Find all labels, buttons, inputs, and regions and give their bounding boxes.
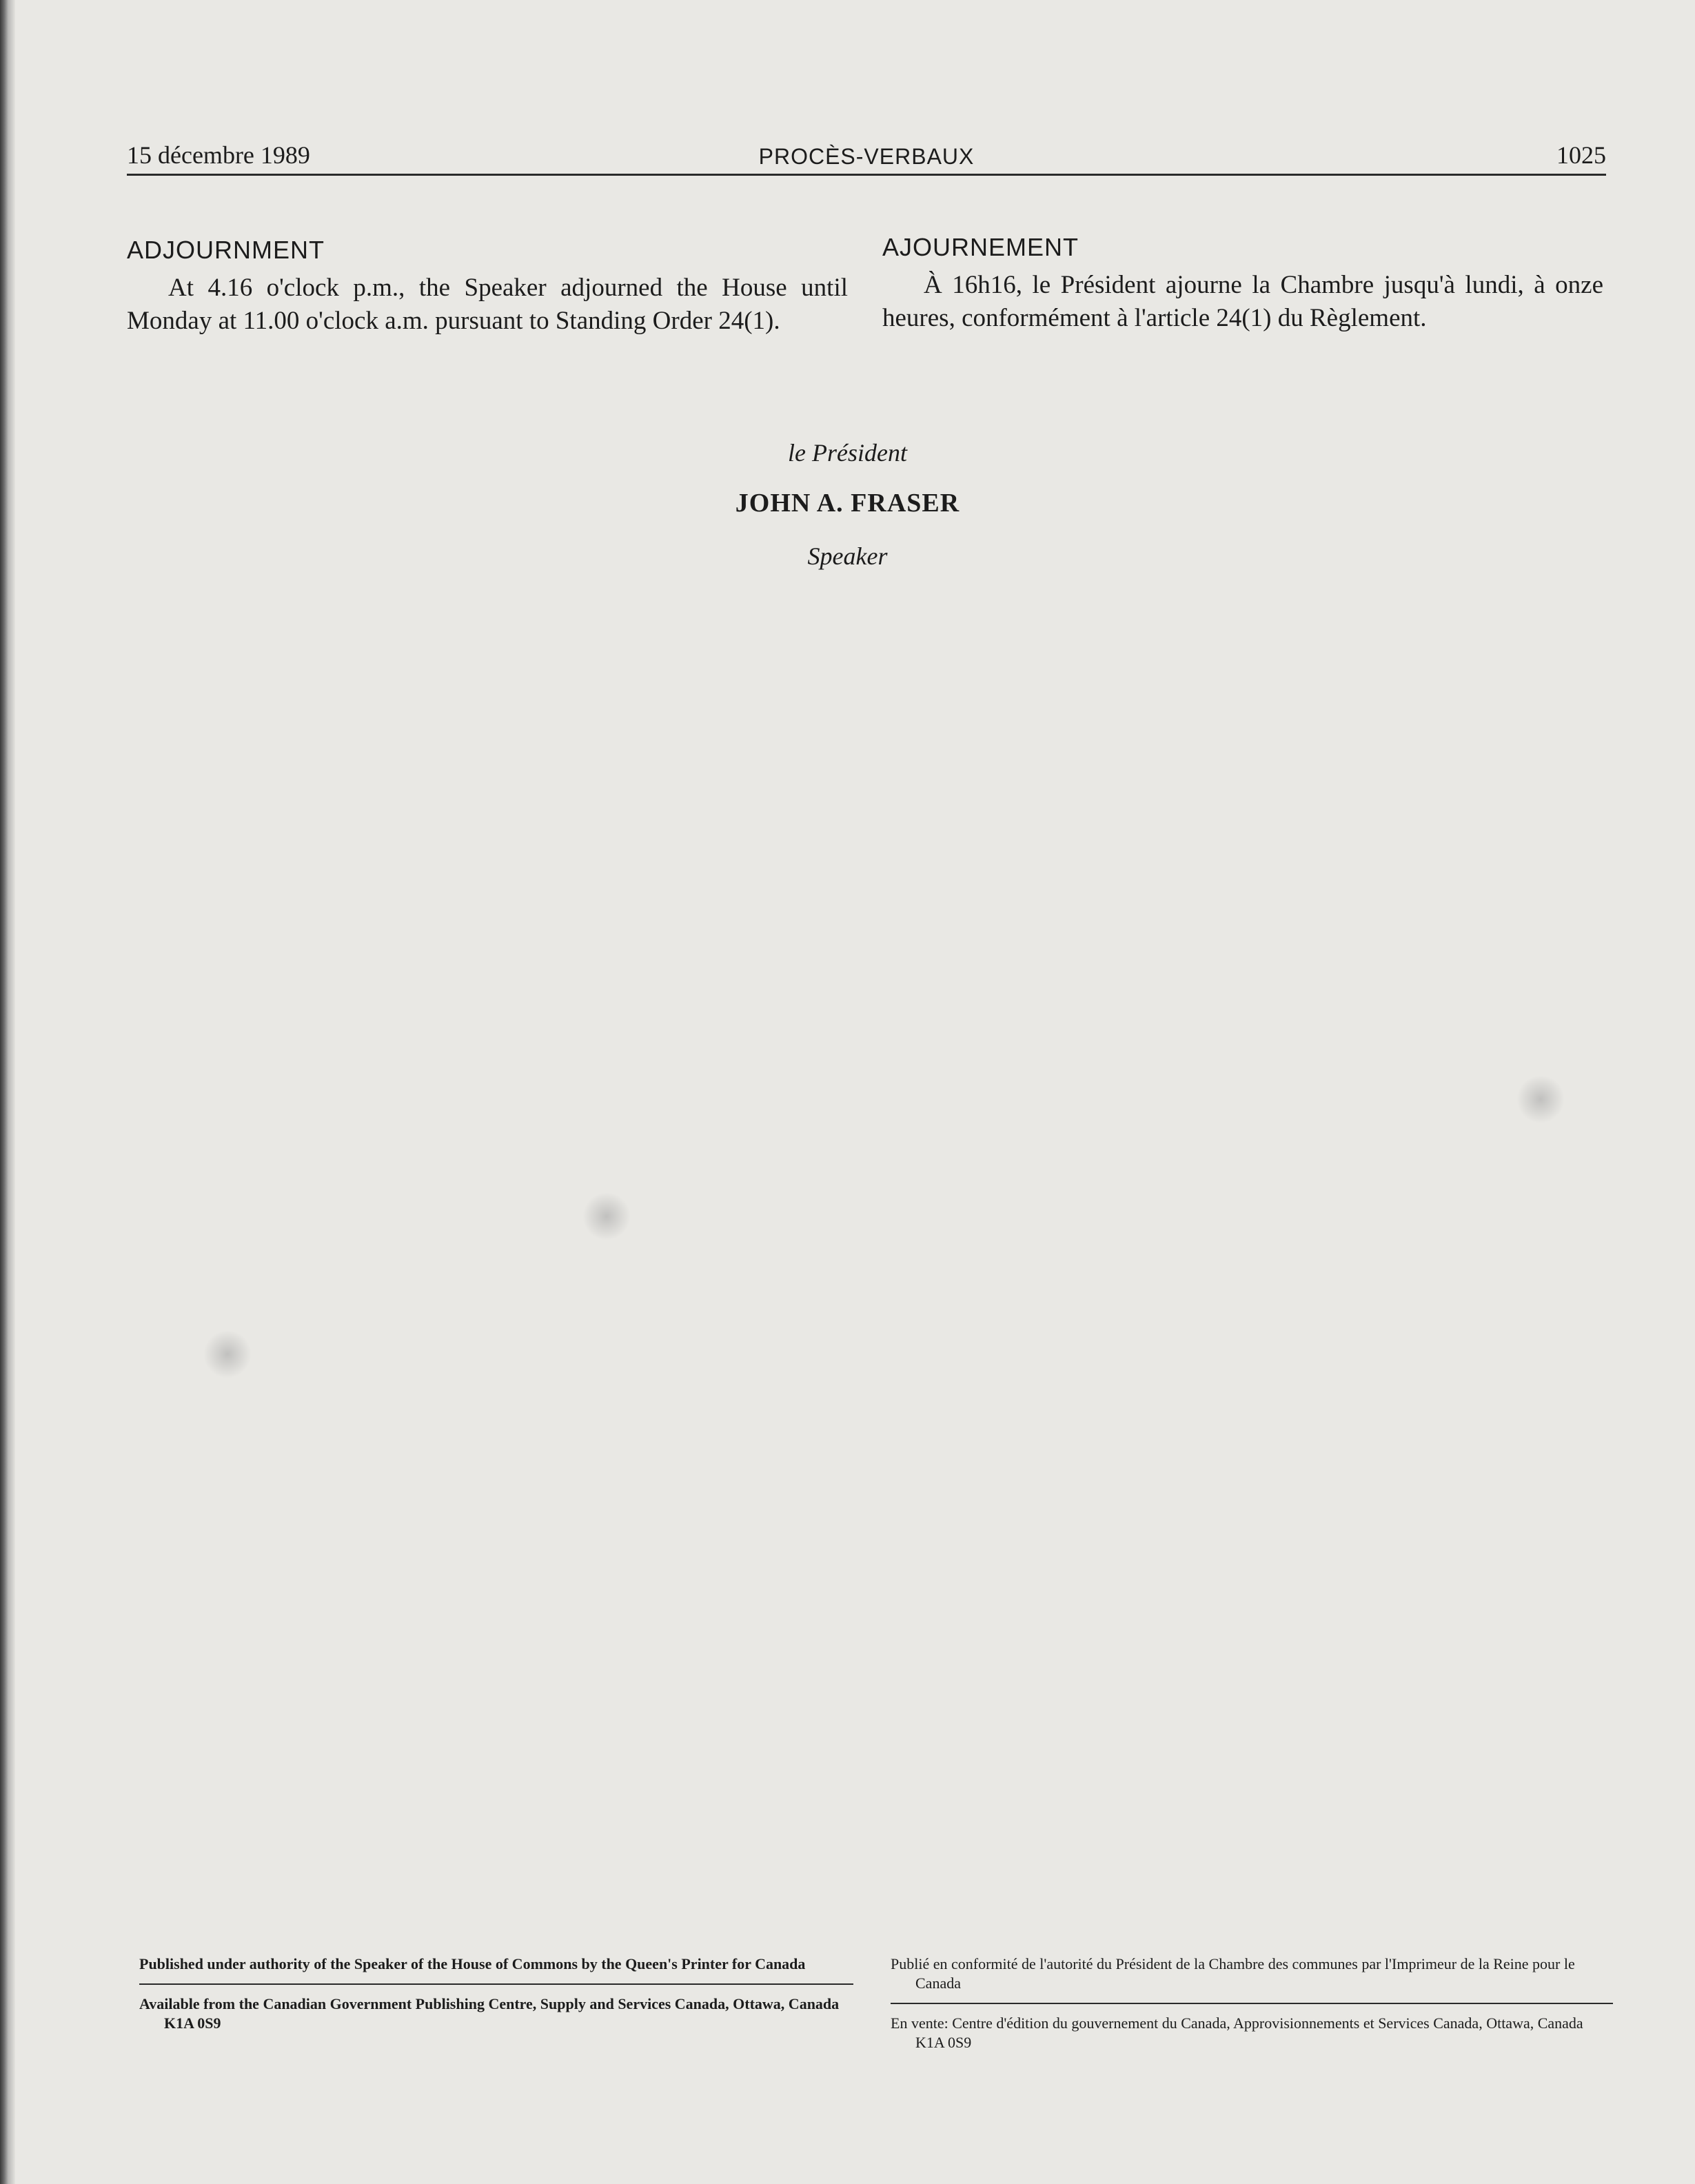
header-title: PROCÈS-VERBAUX	[758, 144, 975, 169]
adjournment-heading: ADJOURNMENT	[127, 236, 325, 264]
signature-role-en: Speaker	[807, 542, 888, 570]
footer-french	[891, 1955, 1613, 2052]
signature-name: JOHN A. FRASER	[735, 489, 960, 518]
adjournment-text: At 4.16 o'clock p.m., the Speaker adjourned the House until Monday at 11.00 o'clock a.m. pursuant to Standing Order 24(1).	[127, 274, 848, 335]
signature-role-fr: le Président	[788, 439, 907, 467]
footer-divider	[139, 1983, 853, 1985]
page-number: 1025	[1556, 141, 1606, 169]
footer-available-fr: En vente: Centre d'édition du gouvernement du Canada, Approvisionnements et Services Canada, Ottawa, Canada K1A 0S9	[891, 2014, 1583, 2051]
footer-english	[139, 1955, 853, 2033]
english-column	[127, 236, 848, 338]
french-column	[882, 233, 1603, 335]
page-binding-shadow	[0, 0, 15, 2184]
header-date: 15 décembre 1989	[127, 141, 310, 169]
page-header	[127, 135, 1606, 176]
footer-published-fr: Publié en conformité de l'autorité du Président de la Chambre des communes par l'Imprimeur de la Reine pour le Canada	[891, 1955, 1575, 1992]
ink-smudge	[1516, 1075, 1565, 1123]
ink-smudge	[582, 1192, 631, 1241]
footer-divider	[891, 2003, 1613, 2004]
ajournement-heading: AJOURNEMENT	[882, 233, 1079, 261]
footer-available-en: Available from the Canadian Government Publishing Centre, Supply and Services Canada, Ottawa, Canada K1A 0S9	[139, 1995, 840, 2032]
ink-smudge	[203, 1330, 252, 1378]
ajournement-text: À 16h16, le Président ajourne la Chambre jusqu'à lundi, à onze heures, conformément à l'article 24(1) du Règlement.	[882, 271, 1603, 332]
footer-published-en: Published under authority of the Speaker of the House of Commons by the Queen's Printer for Canada	[139, 1955, 806, 1972]
